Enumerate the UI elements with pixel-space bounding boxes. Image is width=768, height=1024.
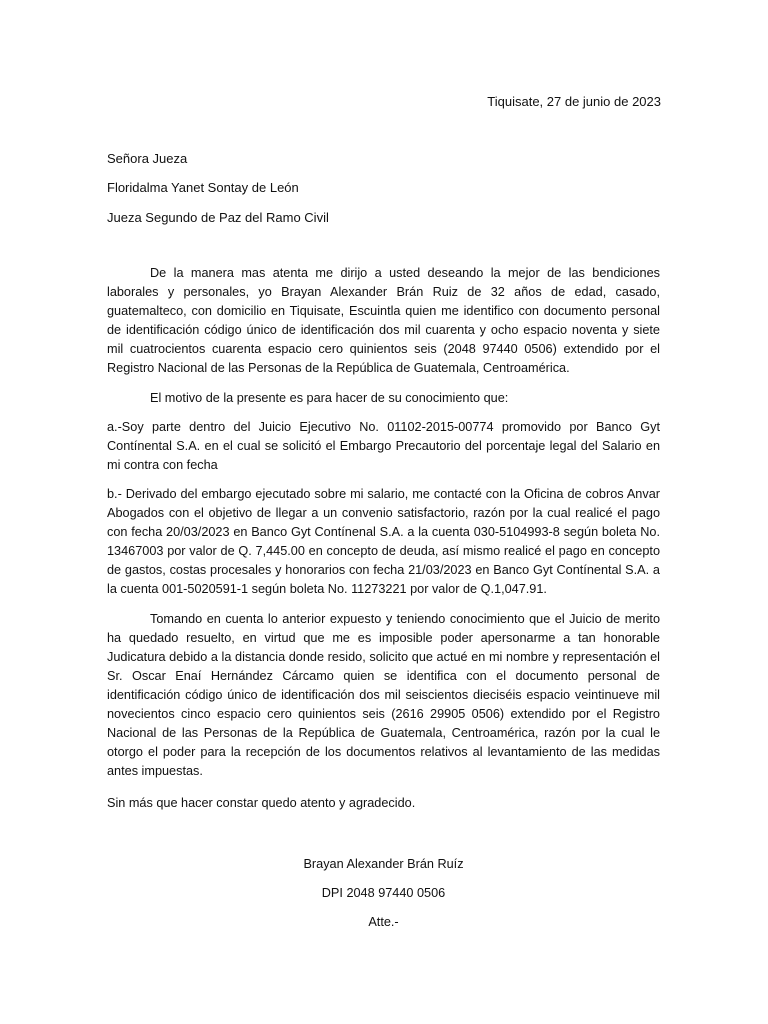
letter-body: [107, 264, 660, 791]
letter-date: Tiquisate, 27 de junio de 2023: [487, 94, 661, 109]
addressee-title: Señora Jueza: [107, 151, 188, 166]
paragraph-introduction: De la manera mas atenta me dirijo a usted deseando la mejor de las bendiciones laborales y personales, yo Brayan Alexander Brán Ruiz de 32 años de edad, casado, guatemalteco, con domicilio en Tiquisate, Escuintla quien me identifico con documento personal de identificación código único de identificación dos mil cuarenta y ocho espacio noventa y siete mil cuatrocientos cuarenta espacio cero quinientos seis (2048 97440 0506) extendido por el Registro Nacional de las Personas de la República de Guatemala, Centroamérica.: [107, 266, 660, 376]
addressee-position: Jueza Segundo de Paz del Ramo Civil: [107, 210, 329, 225]
signature-dpi: DPI 2048 97440 0506: [321, 886, 446, 900]
paragraph-item-a: a.-Soy parte dentro del Juicio Ejecutivo No. 01102-2015-00774 promovido por Banco Gyt Contínental S.A. en el cual se solicitó el Embargo Precautorio del porcentaje legal del Salario en mi contra con fecha: [107, 419, 660, 472]
paragraph-item-b: b.- Derivado del embargo ejecutado sobre mi salario, me contacté con la Oficina de cobros Anvar Abogados con el objetivo de llegar a un convenio satisfactorio, razón por la cual realicé el pago con fecha 20/03/2023 en Banco Gyt Contínenal S.A. a la cuenta 030-5104993-8 según boleta No. 13467003 por valor de Q. 7,445.00 en concepto de deuda, así mismo realicé el pago en concepto de gastos, costas procesales y honorarios con fecha 21/03/2023 en Banco Gyt Contínental S.A. a la cuenta 001-5020591-1 según boleta No. 11273221 por valor de Q.1,047.91.: [107, 486, 660, 597]
letter-closing: Sin más que hacer constar quedo atento y agradecido.: [107, 796, 416, 810]
addressee-name: Floridalma Yanet Sontay de León: [107, 180, 299, 195]
paragraph-request: Tomando en cuenta lo anterior expuesto y teniendo conocimiento que el Juicio de merito ha quedado resuelto, en virtud que me es imposible poder apersonarme a tan honorable Judicatura debido a la distancia donde resido, solicito que actué en mi nombre y representación el Sr. Oscar Enaí Hernández Cárcamo quien se identifica con el documento personal de identificación código único de identificación dos mil seiscientos dieciséis espacio veintinueve mil novecientos cinco espacio cero quinientos seis (2616 29905 0506) extendido por el Registro Nacional de las Personas de la República de Guatemala, Centroamérica, razón por la cual le otorgo el poder para la recepción de los documentos relativos al levantamiento de las medidas antes impuestas.: [107, 611, 660, 779]
signature-atte: Atte.-: [368, 915, 399, 929]
signature-name: Brayan Alexander Brán Ruíz: [303, 857, 464, 871]
paragraph-purpose: El motivo de la presente es para hacer de su conocimiento que:: [150, 390, 509, 405]
